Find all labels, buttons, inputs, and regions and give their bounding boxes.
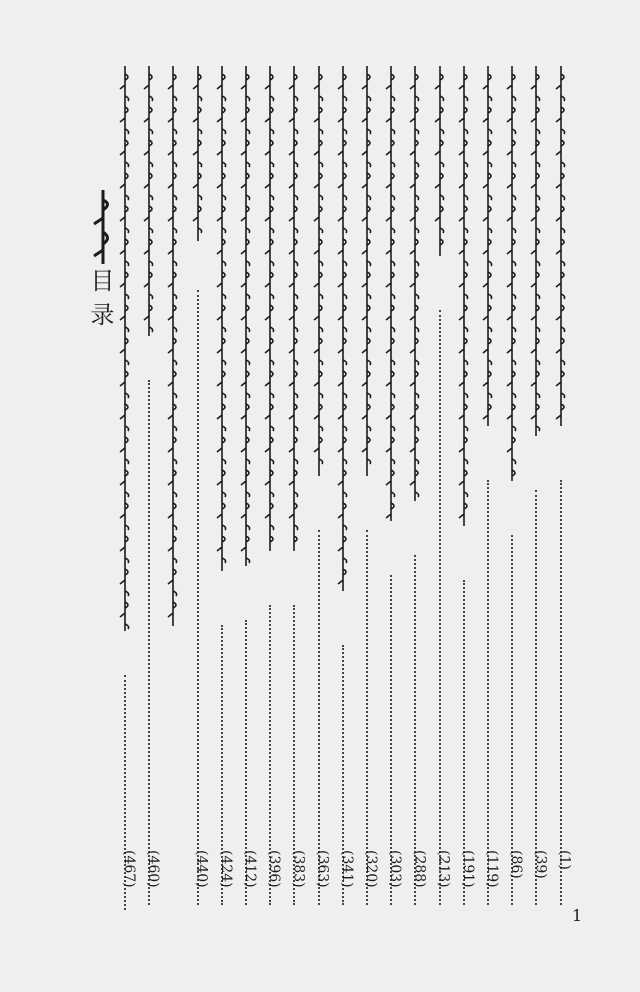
toc-page-number: (303) [387,850,404,888]
toc-entry[interactable] [380,60,402,920]
leader-dots [148,380,150,905]
toc-entry[interactable] [114,60,136,920]
toc-page-number: (467) [121,850,137,888]
leader-dots [366,530,368,905]
toc-page-number: (383) [290,850,307,888]
toc-page-number: (341) [338,850,355,888]
toc-page-number: (440) [193,850,210,888]
title-block [34,0,154,992]
toc-page-number: (191) [459,850,476,888]
toc-page-number: (363) [314,850,331,888]
leader-dots [560,480,562,905]
toc-entry-script [191,66,205,241]
toc-entry-script [360,66,374,476]
toc-entry[interactable] [525,60,547,920]
toc-entry-script [384,66,398,521]
toc-entry-script [457,66,471,526]
toc-entry-script [505,66,519,481]
toc-entry[interactable] [187,60,209,920]
toc-page-number: (1) [556,850,573,870]
toc-entry[interactable] [477,60,499,920]
toc-entry[interactable] [283,60,305,920]
toc-page-number: (119) [484,850,500,888]
toc-entry-script [336,66,350,591]
toc-entry-script [239,66,253,566]
toc-entry-script [408,66,422,501]
toc-page-number: (320) [363,850,379,888]
page-number: 1 [572,906,583,925]
toc-entry-script [433,66,447,256]
toc-entry[interactable] [501,60,523,920]
toc-entry[interactable] [259,60,281,920]
toc-entry-script [312,66,326,476]
toc-entry[interactable] [332,60,354,920]
leader-dots [439,310,441,905]
toc-entry[interactable] [404,60,426,920]
toc-entry[interactable] [138,60,160,920]
toc-page-number: (424) [217,850,234,888]
mongolian-title-glyph [90,190,116,264]
toc-page-number: (86) [508,850,525,879]
toc-entry[interactable] [356,60,378,920]
toc-page-number: (460) [145,850,162,888]
toc-entry-script [529,66,543,436]
toc-page-number: (213) [435,850,452,888]
toc-page-number: (412) [242,850,258,888]
leader-dots [487,480,489,905]
leader-dots [535,490,537,905]
toc-page-number: (288) [411,850,428,888]
toc-entry-script [142,66,156,336]
toc-entry[interactable] [550,60,572,920]
toc-entry-script [215,66,229,571]
toc-entry-script [287,66,301,551]
page-title: 目录 [86,268,114,336]
toc-entry[interactable] [429,60,451,920]
toc-entry-script [481,66,495,426]
toc-entry[interactable] [211,60,233,920]
toc-entry[interactable] [162,60,184,920]
toc-entry[interactable] [235,60,257,920]
toc-entry-script [263,66,277,551]
toc-entry-script [554,66,568,426]
toc-entry[interactable] [453,60,475,920]
leader-dots [318,530,320,905]
toc-entry-script [118,66,132,631]
toc-entry-script [166,66,180,626]
toc-page-number: (39) [532,850,549,879]
toc-entry[interactable] [308,60,330,920]
leader-dots [197,290,199,905]
toc-page-number: (396) [266,850,283,888]
